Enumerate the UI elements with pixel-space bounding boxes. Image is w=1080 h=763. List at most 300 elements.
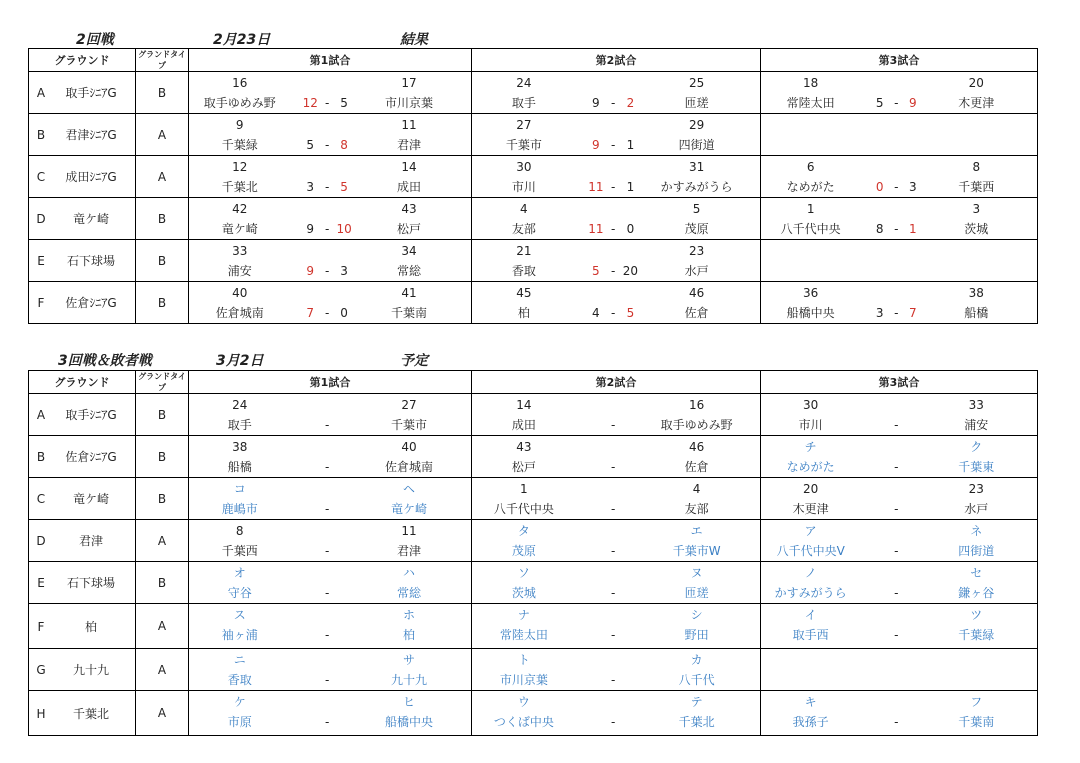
away-team: かすみがうら [660, 180, 733, 194]
game-cell [472, 436, 761, 478]
game-cell [761, 282, 1038, 324]
vs-dash: - [894, 460, 899, 474]
game-cell [761, 649, 1038, 691]
away-team: 千葉北 [678, 715, 715, 729]
away-team: 千葉市W [672, 544, 721, 558]
away-seed: テ [690, 695, 703, 709]
game-cell [472, 562, 761, 604]
match-numbers [761, 115, 1037, 135]
game-cell [472, 72, 761, 114]
away-seed: セ [970, 566, 983, 580]
row-letter: A [36, 86, 46, 100]
ground-name: 竜ケ崎 [72, 212, 109, 226]
match-numbers [472, 199, 760, 219]
away-seed: 27 [401, 398, 417, 412]
row-letter: E [37, 254, 45, 268]
table-row [29, 156, 1038, 198]
home-team: 竜ケ崎 [221, 222, 258, 236]
away-seed: 11 [401, 524, 417, 538]
round3-date: 3月2日 [216, 353, 264, 369]
score-dash: - [325, 222, 330, 236]
away-seed: ヘ [402, 482, 415, 496]
home-team: 千葉緑 [221, 138, 258, 152]
home-seed: 33 [232, 244, 248, 258]
away-team: 船橋中央 [384, 715, 433, 729]
home-team: 八千代中央 [780, 222, 841, 236]
match-teams [189, 712, 471, 732]
home-score: 9 [306, 222, 315, 236]
match [189, 282, 471, 323]
table-row [29, 436, 1038, 478]
game3-header: 第3試合 [761, 371, 1038, 394]
match [472, 562, 760, 603]
match [761, 156, 1037, 197]
away-seed: サ [402, 653, 415, 667]
match-numbers [761, 241, 1037, 261]
away-score: 1 [908, 222, 917, 236]
match-numbers [761, 521, 1037, 541]
away-team: 四街道 [678, 138, 715, 152]
table-row [29, 604, 1038, 649]
away-seed: ネ [970, 524, 983, 538]
match-numbers [472, 283, 760, 303]
game-cell [761, 691, 1038, 736]
home-score: 4 [592, 306, 600, 320]
home-seed: 30 [803, 398, 819, 412]
ground-type: B [136, 240, 189, 282]
ground-name: 取手ｼﾆｱG [65, 86, 117, 100]
vs-dash: - [325, 502, 330, 516]
match [189, 478, 471, 519]
away-seed: ヒ [402, 695, 415, 709]
away-team: 松戸 [396, 222, 421, 236]
match-teams [472, 457, 760, 477]
ground-cell [29, 240, 136, 282]
round2-title: 2回戦 [76, 32, 114, 48]
table-row [29, 394, 1038, 436]
match-teams [189, 583, 471, 603]
away-score: 10 [336, 222, 352, 236]
match-teams [761, 625, 1037, 645]
home-seed: ト [517, 653, 530, 667]
ground-name: 佐倉ｼﾆｱG [65, 296, 117, 310]
match [472, 240, 760, 281]
away-team: 佐倉 [684, 306, 709, 320]
home-score: 5 [875, 96, 884, 110]
home-score: 9 [592, 138, 600, 152]
home-seed: ニ [233, 653, 246, 667]
score-dash: - [894, 222, 899, 236]
home-team: 千葉市 [505, 138, 542, 152]
score-dash: - [610, 264, 616, 278]
match-numbers [761, 605, 1037, 625]
away-team: 君津 [396, 544, 421, 558]
ground-type: B [136, 436, 189, 478]
away-seed: ツ [970, 608, 983, 622]
away-score: 0 [340, 306, 348, 320]
ground-type: B [136, 72, 189, 114]
ground-name: 石下球場 [66, 576, 115, 590]
home-seed: 6 [806, 160, 815, 174]
home-seed: 21 [516, 244, 532, 258]
match [189, 691, 471, 735]
home-seed: 40 [232, 286, 248, 300]
ground-cell [29, 649, 136, 691]
match-numbers [761, 199, 1037, 219]
ground-name: 千葉北 [72, 706, 109, 721]
home-team: 千葉北 [221, 180, 258, 194]
match-teams [472, 303, 760, 323]
match-teams [189, 177, 471, 197]
match [761, 520, 1037, 561]
match-numbers [189, 692, 471, 712]
vs-dash: - [325, 715, 330, 729]
match [761, 649, 1037, 690]
match-teams [189, 499, 471, 519]
score-dash: - [894, 180, 899, 194]
match-teams [189, 219, 471, 239]
match [761, 114, 1037, 155]
home-seed: 38 [232, 440, 248, 454]
game-cell [472, 114, 761, 156]
away-seed: ヌ [690, 566, 703, 580]
ground-type: B [136, 562, 189, 604]
vs-dash: - [610, 460, 616, 474]
game-cell [189, 72, 472, 114]
home-team: 船橋中央 [786, 306, 835, 320]
match [761, 72, 1037, 113]
match-numbers [472, 115, 760, 135]
home-team: 鹿嶋市 [221, 502, 258, 516]
game-cell [189, 604, 472, 649]
vs-dash: - [894, 715, 899, 729]
ground-cell [29, 478, 136, 520]
match-teams [761, 712, 1037, 732]
game-cell [761, 394, 1038, 436]
home-score: 9 [306, 264, 315, 278]
score-dash: - [325, 180, 330, 194]
score-dash: - [325, 138, 330, 152]
match-numbers [472, 605, 760, 625]
ground-type: A [136, 520, 189, 562]
home-seed: チ [804, 440, 817, 454]
match-numbers [189, 241, 471, 261]
home-team: 柏 [517, 306, 530, 320]
ground-name: 君津ｼﾆｱG [65, 128, 117, 142]
ground-cell [29, 156, 136, 198]
game-cell [472, 649, 761, 691]
home-seed: キ [804, 695, 817, 709]
match-teams [472, 261, 760, 281]
away-team: 佐倉城南 [384, 460, 433, 474]
match-teams [189, 625, 471, 645]
away-team: 竜ケ崎 [390, 502, 427, 516]
table-row [29, 478, 1038, 520]
away-seed: 46 [688, 286, 705, 300]
match-teams [761, 583, 1037, 603]
match-numbers [472, 563, 760, 583]
away-team: 匝瑳 [684, 96, 709, 110]
vs-dash: - [325, 586, 330, 600]
ground-name: 柏 [84, 619, 97, 634]
match [761, 282, 1037, 323]
home-team: 常陸太田 [786, 96, 835, 110]
score-dash: - [894, 306, 899, 320]
game-cell [189, 198, 472, 240]
away-seed: シ [690, 608, 703, 622]
away-team: 茂原 [684, 222, 709, 236]
match-numbers [189, 157, 471, 177]
match-teams [189, 303, 471, 323]
match-teams [189, 670, 471, 690]
game-cell [189, 478, 472, 520]
away-seed: 17 [401, 76, 417, 90]
ground-cell [29, 691, 136, 736]
ground-type: A [136, 114, 189, 156]
game-cell [472, 156, 761, 198]
round3-title: 3回戦＆敗者戦 [58, 353, 152, 369]
match [472, 114, 760, 155]
game-cell [472, 240, 761, 282]
row-letter: G [36, 663, 46, 677]
away-seed: 23 [968, 482, 984, 496]
match [472, 520, 760, 561]
home-seed: 45 [516, 286, 532, 300]
home-seed: ス [233, 608, 246, 622]
home-seed: ナ [517, 608, 530, 622]
match-teams [189, 93, 471, 113]
vs-dash: - [894, 586, 899, 600]
match [761, 478, 1037, 519]
match-teams [472, 135, 760, 155]
match-numbers [189, 605, 471, 625]
home-team: 千葉西 [221, 544, 258, 558]
home-seed: 36 [803, 286, 819, 300]
row-letter: F [37, 296, 45, 310]
match [189, 198, 471, 239]
home-team: 取手 [227, 418, 252, 432]
away-seed: 11 [401, 118, 417, 132]
table-row [29, 649, 1038, 691]
score-dash: - [610, 96, 616, 110]
home-team: 木更津 [792, 502, 829, 516]
match [472, 649, 760, 690]
ground-header: グラウンド [29, 49, 136, 72]
game-cell [472, 520, 761, 562]
home-score: 11 [588, 180, 604, 194]
match-teams [189, 457, 471, 477]
match-teams [472, 583, 760, 603]
away-seed: 4 [692, 482, 701, 496]
game-cell [472, 394, 761, 436]
home-seed: ウ [517, 695, 530, 709]
away-seed: 14 [401, 160, 417, 174]
vs-dash: - [325, 418, 330, 432]
match [472, 478, 760, 519]
table-row [29, 198, 1038, 240]
game3-header: 第3試合 [761, 49, 1038, 72]
match-teams [472, 219, 760, 239]
home-seed: 43 [516, 440, 532, 454]
ground-cell [29, 114, 136, 156]
match-numbers [761, 650, 1037, 670]
ground-type: B [136, 394, 189, 436]
match [189, 520, 471, 561]
match [761, 604, 1037, 648]
ground-cell [29, 72, 136, 114]
match [472, 72, 760, 113]
home-seed: 24 [516, 76, 532, 90]
home-seed: 9 [235, 118, 244, 132]
away-seed: 16 [688, 398, 705, 412]
home-score: 12 [302, 96, 318, 110]
home-seed: ソ [517, 566, 530, 580]
away-score: 3 [340, 264, 348, 278]
home-team: 成田 [511, 418, 536, 432]
score-dash: - [610, 222, 616, 236]
ground-type-header: グランドタイプ [136, 49, 189, 72]
game-cell [189, 649, 472, 691]
match-numbers [472, 521, 760, 541]
match-teams [189, 261, 471, 281]
away-seed: 41 [401, 286, 417, 300]
home-seed: ノ [804, 566, 817, 580]
home-team: かすみがうら [774, 586, 847, 600]
away-seed: 23 [688, 244, 705, 258]
match-teams [761, 415, 1037, 435]
game-cell [761, 72, 1038, 114]
score-dash: - [610, 180, 616, 194]
match-teams [189, 541, 471, 561]
game-cell [189, 436, 472, 478]
home-seed: 24 [232, 398, 248, 412]
away-team: 千葉市 [390, 418, 427, 432]
ground-cell [29, 520, 136, 562]
away-team: 水戸 [964, 502, 989, 516]
match [189, 114, 471, 155]
home-team: 取手ゆめみ野 [203, 96, 276, 110]
match [472, 436, 760, 477]
ground-name: 石下球場 [66, 254, 115, 268]
table-row [29, 72, 1038, 114]
match [189, 649, 471, 690]
home-team: 袖ヶ浦 [221, 628, 258, 642]
ground-cell [29, 394, 136, 436]
away-seed: 40 [401, 440, 417, 454]
away-seed: 20 [968, 76, 984, 90]
home-team: なめがた [786, 460, 835, 474]
table-header-row [29, 371, 1038, 394]
ground-name: 取手ｼﾆｱG [65, 408, 117, 422]
row-letter: D [36, 534, 46, 548]
away-team: 鎌ヶ谷 [958, 586, 995, 600]
home-team: 香取 [511, 264, 536, 278]
vs-dash: - [894, 418, 899, 432]
away-team: 常総 [396, 586, 421, 600]
home-team: なめがた [786, 180, 835, 194]
match [189, 240, 471, 281]
match [761, 394, 1037, 435]
match [189, 394, 471, 435]
away-team: 成田 [396, 180, 421, 194]
home-seed: 8 [235, 524, 244, 538]
ground-name: 竜ケ崎 [72, 492, 109, 506]
home-seed: コ [233, 482, 246, 496]
ground-type: B [136, 282, 189, 324]
home-score: 3 [306, 180, 315, 194]
match-numbers [472, 73, 760, 93]
away-score: 9 [908, 96, 917, 110]
match [189, 436, 471, 477]
match-numbers [189, 199, 471, 219]
table-row [29, 691, 1038, 736]
match-teams [761, 93, 1037, 113]
game-cell [761, 114, 1038, 156]
game-cell [761, 562, 1038, 604]
match-teams [761, 135, 1037, 155]
match-numbers [189, 395, 471, 415]
match-numbers [189, 73, 471, 93]
home-score: 5 [306, 138, 315, 152]
home-seed: 27 [516, 118, 532, 132]
game1-header: 第1試合 [189, 371, 472, 394]
match-teams [761, 261, 1037, 281]
home-seed: 16 [232, 76, 248, 90]
away-score: 7 [908, 306, 917, 320]
match-teams [761, 219, 1037, 239]
ground-cell [29, 436, 136, 478]
row-letter: C [36, 492, 46, 506]
round2-status: 結果 [400, 32, 428, 48]
game-cell [189, 394, 472, 436]
home-seed: タ [517, 524, 530, 538]
game-cell [189, 114, 472, 156]
home-score: 5 [592, 264, 600, 278]
game-cell [761, 520, 1038, 562]
home-score: 7 [306, 306, 315, 320]
match-numbers [189, 115, 471, 135]
match-numbers [472, 241, 760, 261]
home-team: 取手 [511, 96, 536, 110]
match-teams [761, 303, 1037, 323]
score-dash: - [325, 264, 330, 278]
away-score: 5 [626, 306, 635, 320]
away-seed: 31 [688, 160, 705, 174]
vs-dash: - [610, 715, 616, 729]
ground-type: B [136, 198, 189, 240]
home-team: 我孫子 [792, 715, 829, 729]
home-score: 9 [592, 96, 600, 110]
vs-dash: - [894, 544, 899, 558]
match-numbers [189, 563, 471, 583]
home-seed: 14 [516, 398, 532, 412]
away-seed: 3 [972, 202, 981, 216]
match [189, 562, 471, 603]
home-team: 浦安 [227, 264, 252, 278]
match [189, 156, 471, 197]
home-seed: 30 [516, 160, 532, 174]
game-cell [761, 198, 1038, 240]
game-cell [761, 604, 1038, 649]
match [761, 562, 1037, 603]
match-teams [472, 415, 760, 435]
match-numbers [472, 157, 760, 177]
match [761, 691, 1037, 735]
ground-name: 九十九 [72, 663, 109, 677]
home-team: 香取 [227, 673, 252, 687]
away-seed: 46 [688, 440, 705, 454]
score-dash: - [325, 96, 330, 110]
